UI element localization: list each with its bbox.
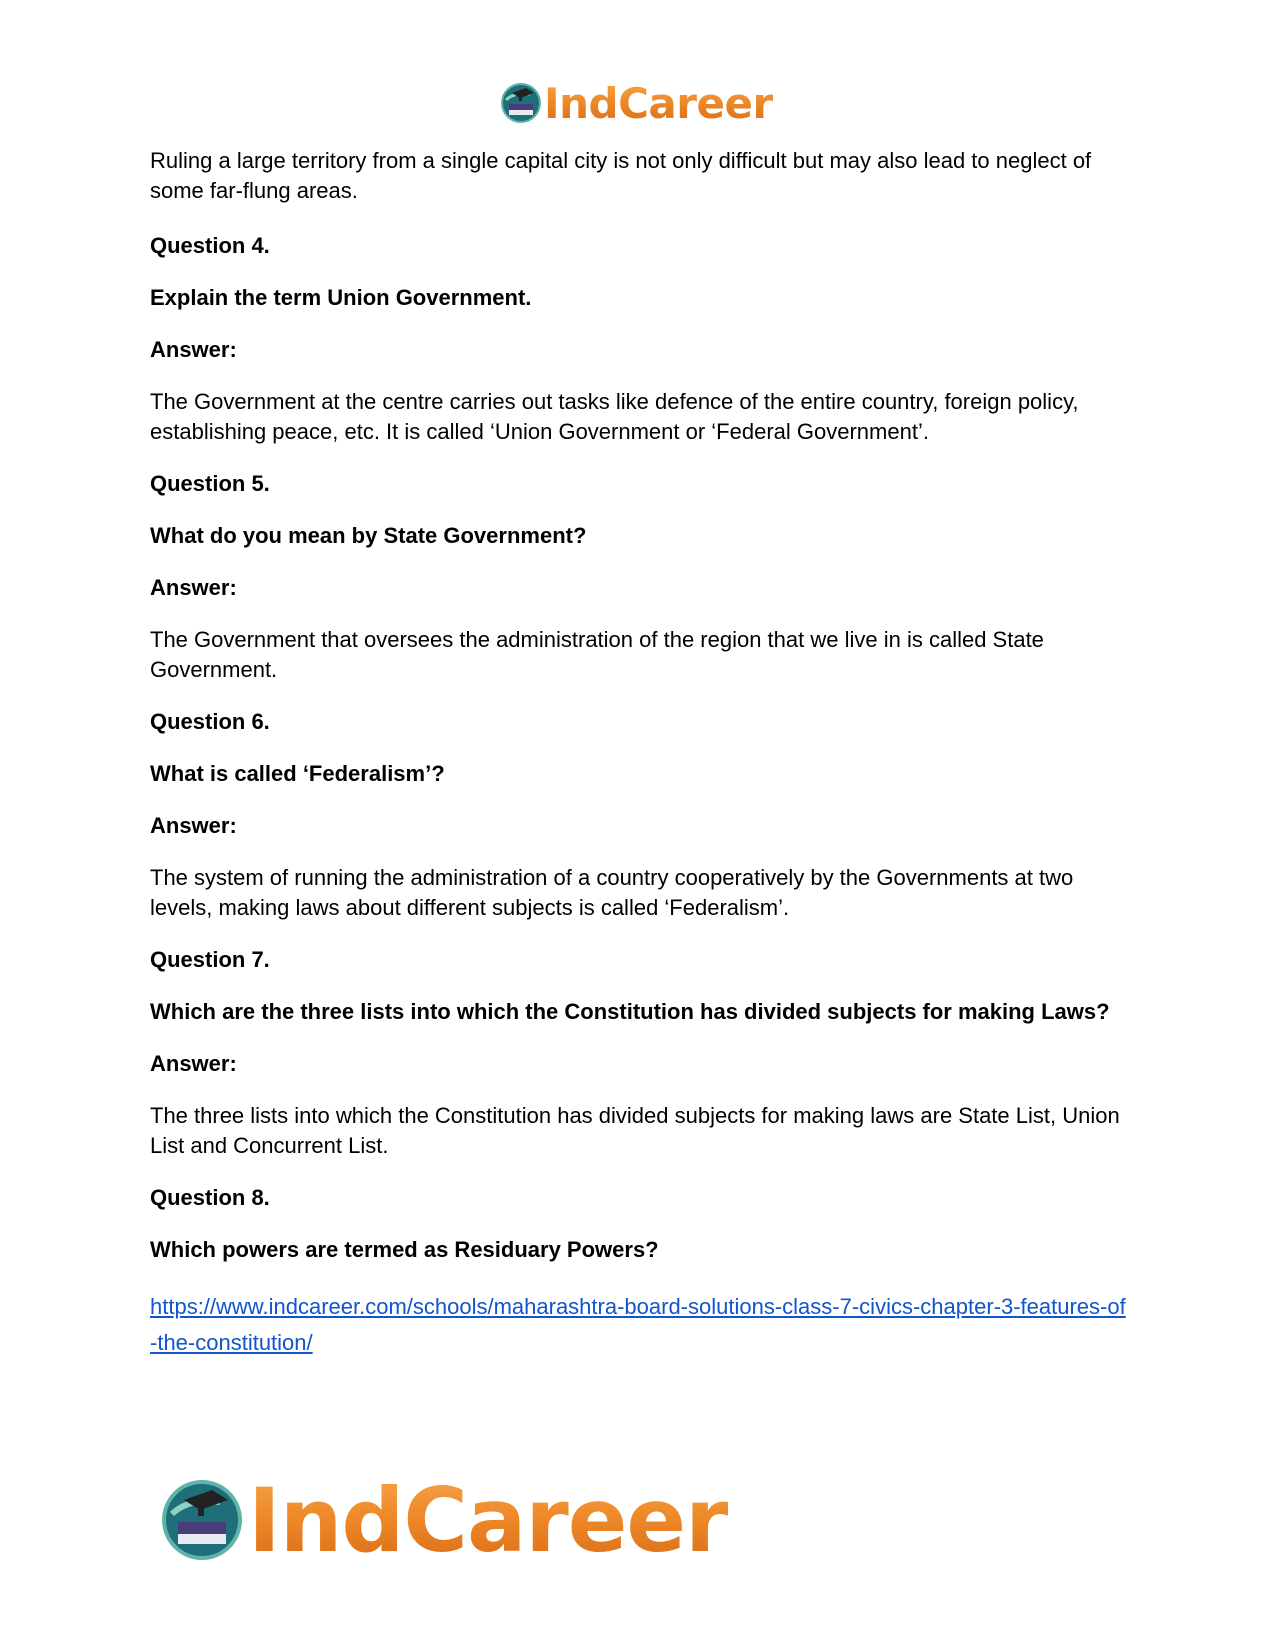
- question-5-label: Question 5.: [150, 471, 270, 496]
- question-8-label: Question 8.: [150, 1185, 270, 1210]
- document-body: [150, 146, 1130, 1361]
- globe-book-icon: [500, 82, 542, 124]
- question-6-answer-label: Answer:: [150, 813, 237, 838]
- globe-book-icon: [160, 1478, 244, 1562]
- question-7-answer-label: Answer:: [150, 1051, 237, 1076]
- source-link[interactable]: https://www.indcareer.com/schools/maharashtra-board-solutions-class-7-civics-chapter-3-features-of-the-constitution/: [150, 1294, 1126, 1355]
- question-7-text: Which are the three lists into which the Constitution has divided subjects for making Laws?: [150, 999, 1110, 1024]
- question-6-answer: The system of running the administration of a country cooperatively by the Governments at two levels, making laws about different subjects is called ‘Federalism’.: [150, 865, 1074, 920]
- question-7-answer: The three lists into which the Constitution has divided subjects for making laws are State List, Union List and Concurrent List.: [150, 1103, 1120, 1158]
- question-4-label: Question 4.: [150, 233, 270, 258]
- question-6-text: What is called ‘Federalism’?: [150, 761, 445, 786]
- question-4-answer-label: Answer:: [150, 337, 237, 362]
- question-6-label: Question 6.: [150, 709, 270, 734]
- question-8-text: Which powers are termed as Residuary Powers?: [150, 1237, 659, 1262]
- question-5-answer-label: Answer:: [150, 575, 237, 600]
- header-logo: [500, 78, 773, 128]
- intro-paragraph: Ruling a large territory from a single capital city is not only difficult but may also lead to neglect of some far-flung areas.: [150, 148, 1092, 203]
- question-5-answer: The Government that oversees the administration of the region that we live in is called State Government.: [150, 627, 1044, 682]
- question-4-answer: The Government at the centre carries out tasks like defence of the entire country, foreign policy, establishing peace, etc. It is called ‘Union Government or ‘Federal Government’.: [150, 389, 1079, 444]
- question-7-label: Question 7.: [150, 947, 270, 972]
- brand-name: IndCareer: [544, 78, 773, 128]
- question-4-text: Explain the term Union Government.: [150, 285, 532, 310]
- footer-logo: [160, 1470, 728, 1570]
- brand-name: IndCareer: [248, 1468, 728, 1572]
- question-5-text: What do you mean by State Government?: [150, 523, 587, 548]
